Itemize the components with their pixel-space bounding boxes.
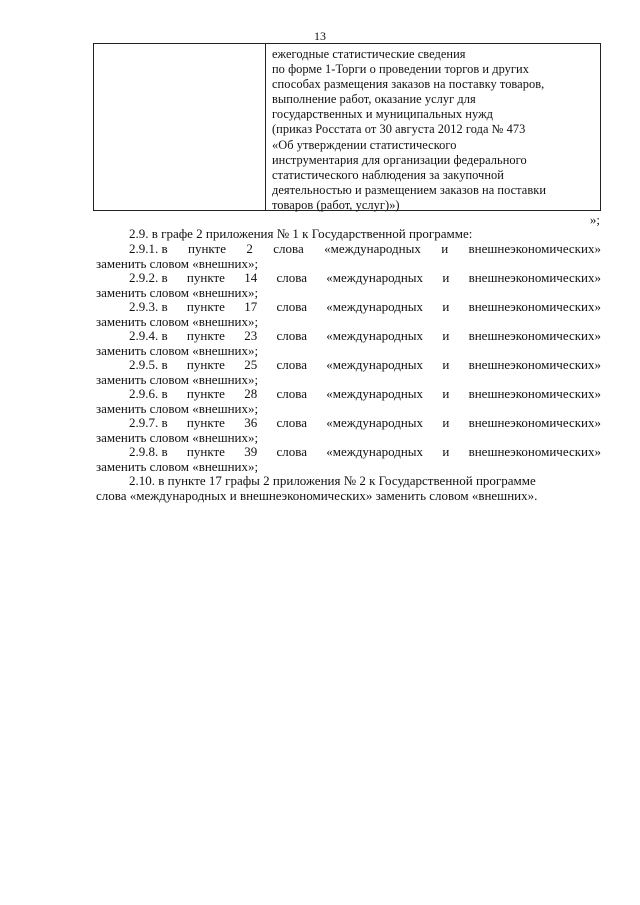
item-number: 2.9.1. в [129,241,168,256]
item-word: слова [276,386,307,401]
item-word: внешнеэкономических» [468,357,601,372]
item-word: слова [273,241,304,256]
paragraph-line [96,241,601,256]
closing-quote: »; [589,212,600,227]
item-word: слова [276,357,307,372]
item-word: «международных [326,299,424,314]
item-word: внешнеэкономических» [468,328,601,343]
paragraph-line: заменить словом «внешних»; [96,285,259,300]
table-cell-line: (приказ Росстата от 30 августа 2012 года № 473 [272,122,526,137]
table-cell-line: способах размещения заказов на поставку товаров, [272,77,545,92]
item-word: «международных [326,357,424,372]
paragraph-line [96,386,601,401]
item-word: и [442,357,450,372]
item-word: слова [276,328,307,343]
list-item [96,386,601,416]
table-cell-line: статистического наблюдения за закупочной [272,167,504,182]
paragraph-line: 2.10. в пункте 17 графы 2 приложения № 2 к Государственной программе [129,473,536,488]
item-word: «международных [326,415,424,430]
item-word: и [442,299,450,314]
document-table [93,43,601,211]
paragraph-final [96,473,601,503]
item-word: внешнеэкономических» [468,444,601,459]
item-word: и [442,444,450,459]
paragraph-line [96,270,601,285]
item-word: «международных [324,241,421,256]
item-word: пункте [186,386,225,401]
item-number: 2.9.5. в [129,357,168,372]
page-number: 13 [314,29,326,43]
item-word: «международных [326,328,424,343]
item-number: 2.9.6. в [129,386,168,401]
table-cell-line: инструментария для организации федерального [272,152,527,167]
item-word: и [442,386,450,401]
item-word: и [442,270,450,285]
table-cell-line: выполнение работ, оказание услуг для [272,92,476,107]
paragraph-line: заменить словом «внешних»; [96,459,259,474]
item-word: внешнеэкономических» [468,386,601,401]
item-word: пункте [186,357,225,372]
item-word: внешнеэкономических» [468,270,601,285]
table-cell-line: ежегодные статистические сведения [272,47,466,61]
item-word: и [442,328,450,343]
item-word: внешнеэкономических» [468,241,601,256]
item-point: 14 [244,270,258,285]
table-cell-line: «Об утверждении статистического [272,137,457,152]
item-word: пункте [186,444,225,459]
paragraph-line: заменить словом «внешних»; [96,343,259,358]
list-item [96,328,601,358]
item-word: пункте [186,299,225,314]
item-point: 25 [244,357,258,372]
item-number: 2.9.4. в [129,328,168,343]
table-cell-line: государственных и муниципальных нужд [272,107,494,122]
item-word: слова [276,415,307,430]
item-word: пункте [186,415,225,430]
item-point: 36 [244,415,258,430]
item-number: 2.9.3. в [129,299,168,314]
item-word: «международных [326,444,424,459]
item-point: 17 [244,299,258,314]
list-item [96,299,601,329]
paragraph-line [96,328,601,343]
table-cell-line: деятельностью и размещением заказов на поставки [272,182,546,197]
item-word: пункте [186,328,225,343]
item-word: слова [276,270,307,285]
item-word: «международных [326,386,424,401]
item-number: 2.9.7. в [129,415,168,430]
paragraph-line: заменить словом «внешних»; [96,401,259,416]
item-word: пункте [186,270,225,285]
paragraph-line: заменить словом «внешних»; [96,372,259,387]
item-word: и [442,415,450,430]
paragraph-line: заменить словом «внешних»; [96,314,259,329]
list-item [96,415,601,445]
paragraph-line [96,357,601,372]
table-cell-line: товаров (работ, услуг)») [272,197,400,212]
paragraph-intro: 2.9. в графе 2 приложения № 1 к Государственной программе: [129,226,473,241]
paragraph-line [96,299,601,314]
item-word: «международных [326,270,424,285]
item-word: слова [276,444,307,459]
item-number: 2.9.8. в [129,444,168,459]
item-point: 28 [244,386,258,401]
item-point: 2 [246,241,253,256]
list-item [96,444,601,474]
paragraph-line: слова «международных и внешнеэкономических» заменить словом «внешних». [96,488,538,503]
paragraph-line [96,415,601,430]
table-cell-right [266,44,600,210]
item-word: пункте [188,241,227,256]
item-word: слова [276,299,307,314]
item-point: 39 [244,444,258,459]
list-item [96,357,601,387]
item-number: 2.9.2. в [129,270,168,285]
list-item [96,270,601,300]
paragraph-line: заменить словом «внешних»; [96,430,259,445]
paragraph-line [96,444,601,459]
table-cell-line: по форме 1-Торги о проведении торгов и других [272,62,529,77]
list-item [96,241,601,271]
item-word: внешнеэкономических» [468,415,601,430]
item-point: 23 [244,328,258,343]
item-word: и [441,241,449,256]
paragraph-line: заменить словом «внешних»; [96,256,259,271]
item-word: внешнеэкономических» [468,299,601,314]
table-cell-left [94,44,266,210]
